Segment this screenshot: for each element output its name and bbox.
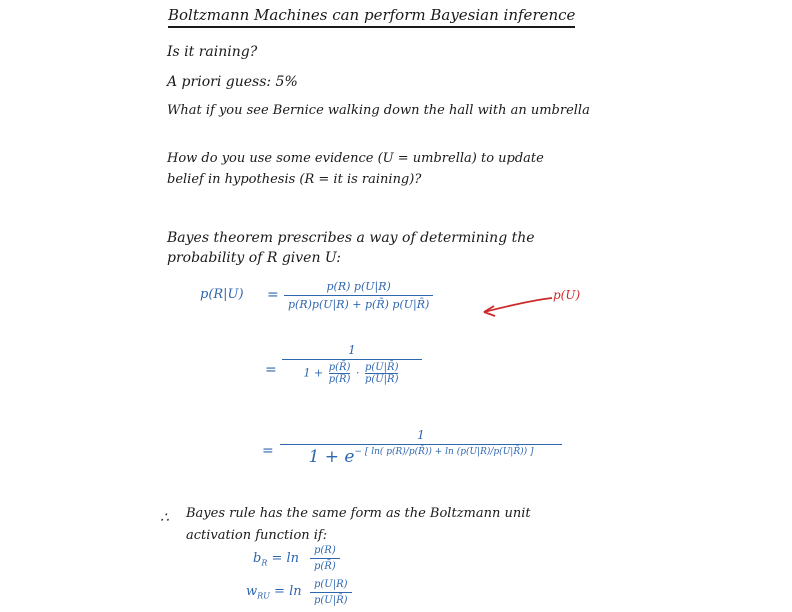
eq3-equals: =	[262, 443, 274, 459]
bayes-statement-line-1: Bayes theorem prescribes a way of determining the	[167, 230, 535, 246]
therefore-symbol: ∴	[160, 510, 169, 526]
eq3-fraction	[280, 428, 562, 467]
bias-equation-lhs	[253, 551, 299, 568]
eq2-f2-den: p(U|R)	[364, 374, 399, 385]
page-title: Boltzmann Machines can perform Bayesian inference	[168, 6, 575, 28]
weight-equation-lhs	[246, 584, 302, 601]
bias-numerator: p(R)	[314, 545, 336, 556]
prior-guess-text: A priori guess: 5%	[167, 74, 298, 90]
eq1-denominator: p(R)p(U|R) + p(R̄) p(U|R̄)	[284, 295, 433, 311]
eq3-exponent: − [ ln( p(R)/p(R̄)) + ln (p(U|R)/p(U|R̄)) ]	[354, 447, 534, 457]
weight-numerator: p(U|R)	[314, 579, 348, 590]
eq1-numerator: p(R) p(U|R)	[326, 280, 391, 293]
weight-symbol: w	[246, 584, 258, 599]
eq2-den-prefix: 1 +	[303, 366, 324, 380]
evidence-question-line-2: belief in hypothesis (R = it is raining)?	[167, 172, 422, 187]
eq2-f2-num: p(U|R̄)	[364, 362, 399, 373]
conclusion-line-2: activation function if:	[186, 528, 328, 543]
eq1-fraction	[284, 280, 433, 311]
eq2-dot: ·	[355, 366, 360, 380]
weight-equals-ln: = ln	[274, 584, 302, 599]
evidence-question-line-1: How do you use some evidence (U = umbrella) to update	[167, 151, 544, 166]
bias-fraction	[310, 545, 340, 572]
eq2-numerator: 1	[348, 343, 356, 357]
eq2-f1-den: p(R)	[328, 374, 351, 385]
eq2-fraction	[282, 343, 422, 385]
weight-denominator: p(U|R̄)	[310, 592, 352, 606]
eq2-f1-num: p(R̄)	[328, 362, 351, 373]
bias-subscript: R	[261, 558, 268, 568]
eq3-den-base: 1 + e	[308, 447, 355, 467]
bias-symbol: b	[253, 551, 262, 566]
what-if-text: What if you see Bernice walking down the hall with an umbrella	[167, 103, 590, 118]
eq2-prior-ratio	[329, 362, 351, 385]
weight-subscript: RU	[257, 591, 270, 601]
conclusion-line-1: Bayes rule has the same form as the Boltzmann unit	[186, 506, 531, 521]
eq2-likelihood-ratio	[365, 362, 399, 385]
bias-equals-ln: = ln	[271, 551, 300, 566]
red-arrow-icon	[478, 292, 558, 322]
eq3-numerator: 1	[417, 428, 425, 442]
bias-denominator: p(R̄)	[310, 558, 340, 572]
eq3-denominator	[280, 444, 562, 467]
p-u-annotation: p(U)	[553, 288, 581, 302]
bayes-statement-line-2: probability of R given U:	[167, 250, 341, 266]
eq2-equals: =	[265, 362, 277, 378]
eq1-equals: =	[267, 287, 279, 303]
eq1-lhs: p(R|U)	[200, 287, 244, 302]
eq2-denominator	[282, 359, 422, 385]
weight-fraction	[310, 579, 352, 606]
question-text: Is it raining?	[167, 44, 258, 60]
